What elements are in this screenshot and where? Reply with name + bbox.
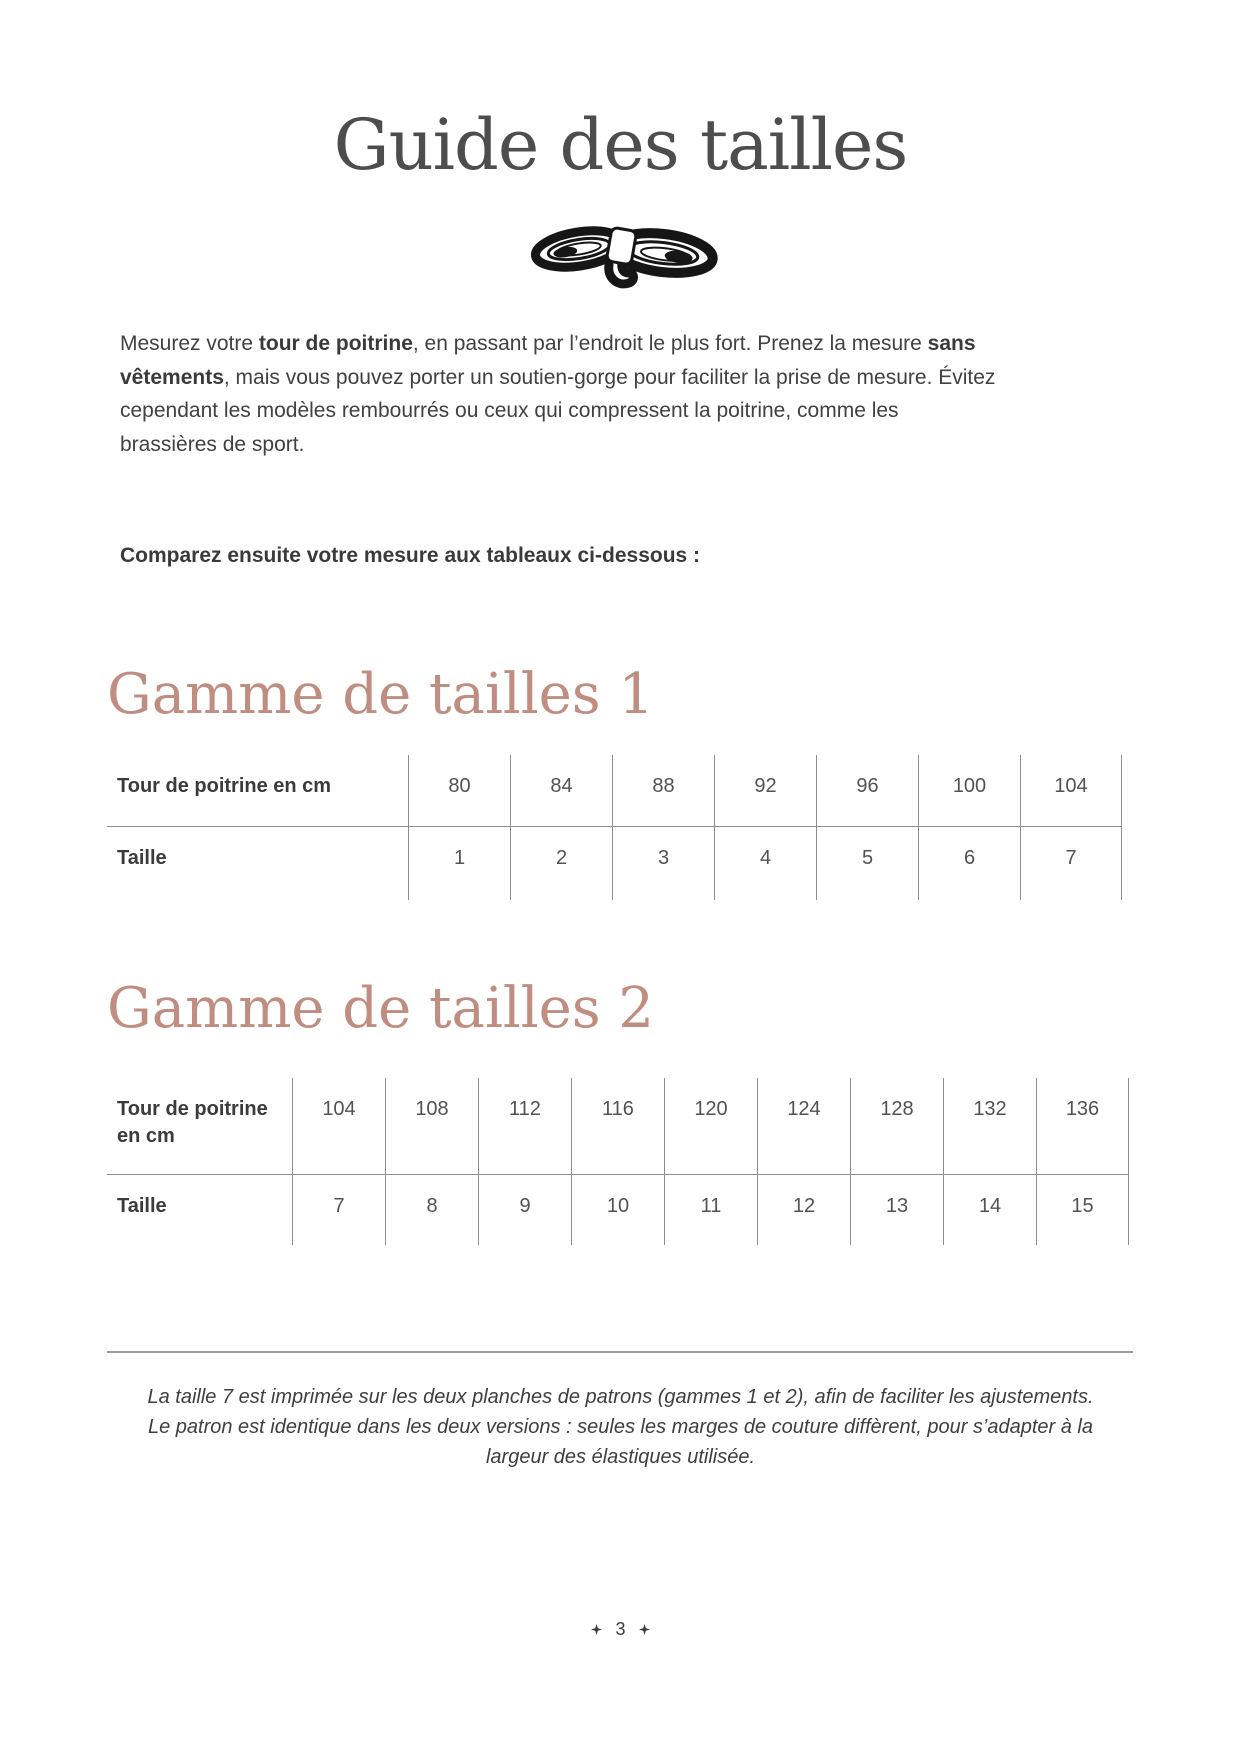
intro-text: , en passant par l’endroit le plus fort. Prenez la mesure [412, 332, 928, 355]
size-number-cell: 1 [408, 826, 510, 900]
bust-measurement-cell: 84 [510, 755, 612, 826]
size-number-cell: 5 [816, 826, 918, 900]
intro-paragraph [120, 327, 1000, 461]
elastic-ribbon-skein-illustration [521, 203, 721, 295]
size-table-1 [107, 755, 1122, 900]
intro-text: , mais vous pouvez porter un soutien-gorge pour faciliter la prise de mesure. Évitez cependant les modèles rembourrés ou ceux qui compressent la poitrine, comme les brassières de sport. [120, 365, 996, 456]
bust-measurement-cell: 116 [571, 1078, 664, 1174]
size-range-2-heading: Gamme de tailles 2 [107, 976, 654, 1041]
bust-measurement-cell: 80 [408, 755, 510, 826]
page-title: Guide des tailles [333, 104, 908, 186]
bust-measurement-cell: 104 [292, 1078, 385, 1174]
size-number-cell: 8 [385, 1174, 478, 1245]
size-number-cell: 7 [292, 1174, 385, 1245]
four-pointed-star-icon [639, 1624, 650, 1635]
bust-measurement-cell: 120 [664, 1078, 757, 1174]
bust-measurement-cell: 104 [1020, 755, 1122, 826]
bust-measurement-cell: 132 [943, 1078, 1036, 1174]
size-table-2 [107, 1078, 1129, 1245]
size-number-cell: 6 [918, 826, 1020, 900]
size-number-cell: 4 [714, 826, 816, 900]
size-number-cell: 7 [1020, 826, 1122, 900]
size-number-cell: 15 [1036, 1174, 1129, 1245]
size-number-cell: 12 [757, 1174, 850, 1245]
page-number: 3 [615, 1619, 626, 1639]
four-pointed-star-icon [591, 1624, 602, 1635]
row-label: Taille [107, 826, 408, 900]
size-number-cell: 3 [612, 826, 714, 900]
bust-measurement-cell: 96 [816, 755, 918, 826]
page-footer [0, 1619, 1241, 1640]
bust-measurement-cell: 136 [1036, 1078, 1129, 1174]
size-number-cell: 9 [478, 1174, 571, 1245]
size-range-1-heading: Gamme de tailles 1 [107, 662, 654, 727]
intro-bold-phrase: sans vêtements [120, 332, 976, 389]
size-number-cell: 14 [943, 1174, 1036, 1245]
intro-text: Mesurez votre [120, 332, 259, 355]
bust-measurement-cell: 112 [478, 1078, 571, 1174]
size-number-cell: 11 [664, 1174, 757, 1245]
bust-measurement-cell: 92 [714, 755, 816, 826]
compare-instruction: Comparez ensuite votre mesure aux tableaux ci-dessous : [120, 544, 701, 567]
footnote-divider [107, 1351, 1133, 1353]
size-number-cell: 2 [510, 826, 612, 900]
ribbon-skein-drawing [521, 203, 721, 295]
size-number-cell: 13 [850, 1174, 943, 1245]
bust-measurement-cell: 108 [385, 1078, 478, 1174]
footnote-text: La taille 7 est imprimée sur les deux planches de patrons (gammes 1 et 2), afin de faciliter les ajustements. Le patron est identique dans les deux versions : seules les marges de couture diffèrent, pour s’adapter à la largeur des élastiques utilisée. [147, 1386, 1094, 1468]
bust-measurement-cell: 128 [850, 1078, 943, 1174]
row-label: Taille [107, 1174, 292, 1245]
intro-bold-phrase: tour de poitrine [258, 332, 413, 355]
size-number-cell: 10 [571, 1174, 664, 1245]
row-label: Tour de poitrine en cm [117, 1098, 268, 1147]
bust-measurement-cell: 88 [612, 755, 714, 826]
row-label: Tour de poitrine en cm [117, 775, 332, 797]
bust-measurement-cell: 100 [918, 755, 1020, 826]
bust-measurement-cell: 124 [757, 1078, 850, 1174]
